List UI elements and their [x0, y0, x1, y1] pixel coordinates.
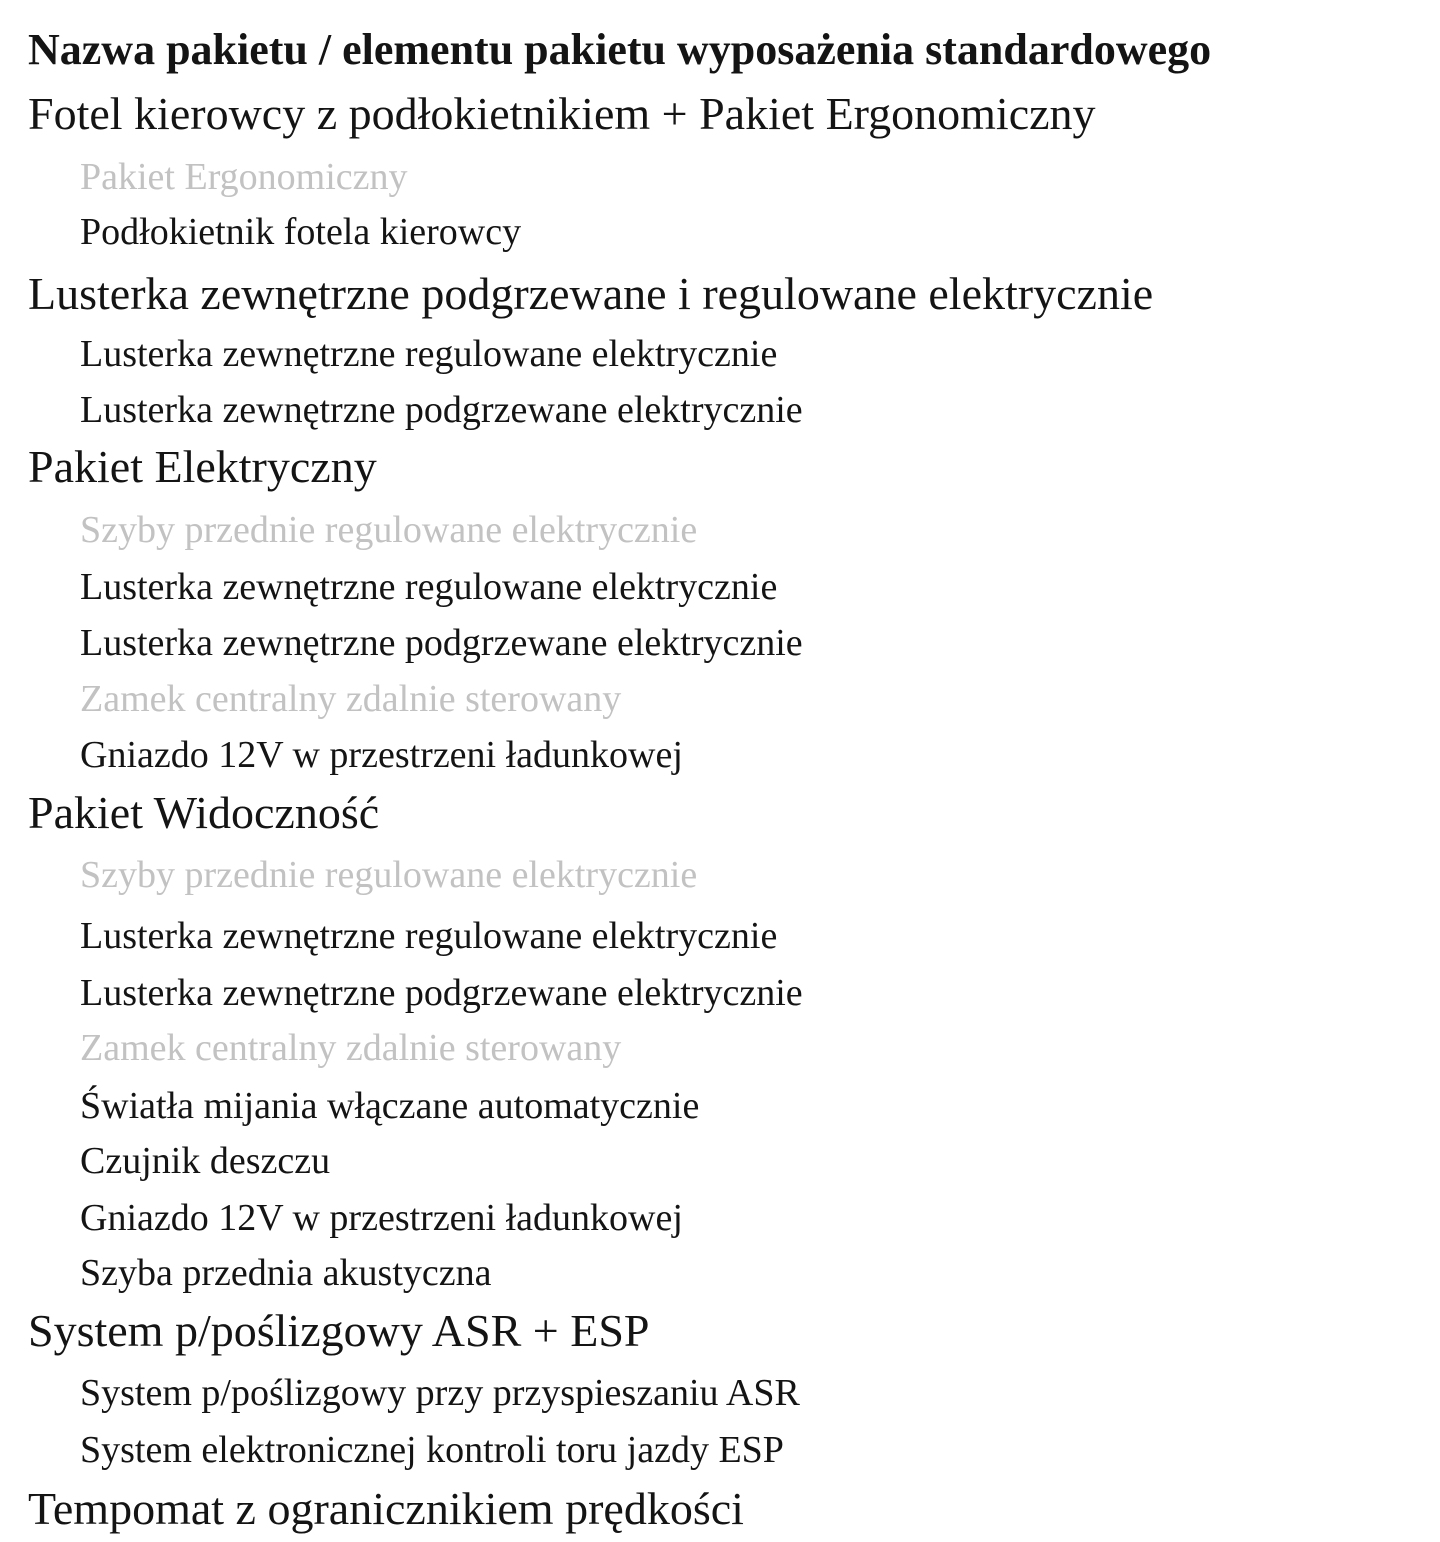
package-item: Lusterka zewnętrzne regulowane elektrycznie	[80, 566, 778, 608]
package-title: Tempomat z ogranicznikiem prędkości	[28, 1483, 744, 1534]
package-item: Lusterka zewnętrzne podgrzewane elektrycznie	[80, 622, 803, 664]
package-item: Lusterka zewnętrzne podgrzewane elektrycznie	[80, 389, 803, 431]
package-item: Zamek centralny zdalnie sterowany	[80, 678, 622, 720]
package-title: Pakiet Widoczność	[28, 787, 380, 838]
package-item: Podłokietnik fotela kierowcy	[80, 211, 522, 253]
package-item: Szyby przednie regulowane elektrycznie	[80, 854, 698, 896]
package-item: Zamek centralny zdalnie sterowany	[80, 1027, 622, 1069]
package-title: Lusterka zewnętrzne podgrzewane i regulowane elektrycznie	[28, 268, 1154, 319]
package-item: Lusterka zewnętrzne podgrzewane elektrycznie	[80, 972, 803, 1014]
package-item: System elektronicznej kontroli toru jazdy ESP	[80, 1429, 784, 1471]
package-title: Fotel kierowcy z podłokietnikiem + Pakiet Ergonomiczny	[28, 88, 1096, 139]
package-item: Szyba przednia akustyczna	[80, 1252, 492, 1294]
package-item: Szyby przednie regulowane elektrycznie	[80, 509, 698, 551]
package-item: Lusterka zewnętrzne regulowane elektrycznie	[80, 333, 778, 375]
package-item: Gniazdo 12V w przestrzeni ładunkowej	[80, 734, 683, 776]
package-item: Lusterka zewnętrzne regulowane elektrycznie	[80, 915, 778, 957]
page-heading: Nazwa pakietu / elementu pakietu wyposażenia standardowego	[28, 25, 1212, 74]
package-title: Pakiet Elektryczny	[28, 441, 377, 492]
package-title: System p/poślizgowy ASR + ESP	[28, 1305, 650, 1356]
package-item: Gniazdo 12V w przestrzeni ładunkowej	[80, 1197, 683, 1239]
package-item: Światła mijania włączane automatycznie	[80, 1085, 700, 1127]
package-item: Pakiet Ergonomiczny	[80, 156, 408, 198]
package-item: System p/poślizgowy przy przyspieszaniu ASR	[80, 1372, 800, 1414]
package-item: Czujnik deszczu	[80, 1140, 331, 1182]
